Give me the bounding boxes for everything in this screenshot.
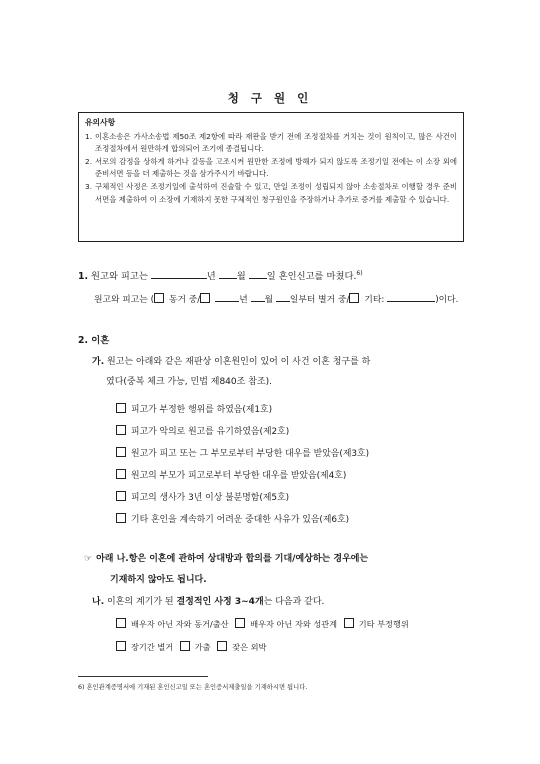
reason-item [116, 487, 369, 509]
notice-item-text: 구체적인 사정은 조정기일에 출석하여 진술할 수 있고, 만일 조정이 성립되지 않아 소송절차로 이행할 경우 준비서면을 제출하여 이 소장에 기재하지 못한 구체적인 청구원인을 주장하거나 추가로 증거를 제출할 수 있습니다. [95, 181, 457, 204]
notice-item-number: 3. [85, 181, 93, 191]
cause-checkbox[interactable] [116, 618, 126, 628]
reason-label: 기타 혼인을 계속하기 어려운 중대한 사유가 있음(제6호) [131, 515, 350, 525]
separation-month-field[interactable] [251, 292, 265, 302]
section-2-paragraph [92, 352, 464, 392]
cause-label: 기타 부정행위 [358, 619, 409, 629]
section-2-heading: 2. 이혼 [78, 335, 110, 346]
page-title: 청 구 원 인 [227, 91, 313, 105]
cause-label: 배우자 아닌 자와 동거/출산 [131, 619, 229, 629]
notice-item-text: 서로의 감정을 상하게 하거나 갈등을 고조시켜 원만한 조정에 방해가 되지 않도록 조정기일 전에는 이 소장 외에 준비서면 등을 더 제출하는 것을 삼가주시기 바랍니다. [95, 156, 457, 179]
section-1-text-a: 원고와 피고는 [90, 271, 148, 282]
notice-box [78, 112, 464, 242]
other-status-field[interactable] [387, 292, 435, 302]
reason-checkbox[interactable] [116, 469, 126, 479]
month-label: 월 [236, 271, 246, 282]
cause-label: 잦은 외박 [232, 642, 267, 652]
reason-item [116, 443, 369, 465]
cause-checkbox[interactable] [344, 618, 354, 628]
footnote: 6) 혼인관계증명서에 기재된 혼인신고일 또는 혼인증서제출일을 기재하시면 됩니다. [78, 684, 308, 691]
note-line-2: 기재하지 않아도 됩니다. [110, 575, 207, 585]
footnote-ref: 6) [356, 269, 363, 277]
marriage-day-field[interactable] [249, 269, 267, 279]
reason-item [116, 465, 369, 487]
causes-row [116, 636, 413, 659]
marriage-month-field[interactable] [219, 269, 237, 279]
section-1-line-2 [94, 292, 458, 305]
cause-checkbox[interactable] [180, 641, 190, 651]
reason-checkbox[interactable] [116, 491, 126, 501]
separated-checkbox[interactable] [200, 293, 210, 303]
nah-text-b: 결정적인 사정 3~4개 [176, 597, 264, 607]
para-line-2: 였다(중복 체크 가능, 민법 제840조 참조). [106, 377, 272, 387]
nah-text-a: 이혼의 계기가 된 [107, 597, 177, 607]
reason-label: 원고의 부모가 피고로부터 부당한 대우를 받았음(제4호) [131, 471, 347, 481]
notice-item [85, 181, 457, 206]
reason-label: 피고가 악의로 원고를 유기하였음(제2호) [131, 427, 290, 437]
reason-checkbox[interactable] [116, 513, 126, 523]
cohabiting-checkbox[interactable] [154, 293, 164, 303]
nah-label: 나. [92, 597, 105, 607]
marriage-year-field[interactable] [151, 269, 207, 279]
reason-checkbox[interactable] [116, 403, 126, 413]
notice-item-text: 이혼소송은 가사소송법 제50조 제2항에 따라 재판을 받기 전에 조정절차를 거치는 것이 원칙이고, 많은 사건이 조정절차에서 원만하게 합의되어 조기에 종결됩니다. [95, 131, 457, 154]
cause-label: 장기간 별거 [131, 642, 174, 652]
footnote-divider [78, 676, 208, 677]
sep-month-label: 월 [264, 295, 274, 305]
causes-row [116, 613, 413, 636]
instruction-note [84, 549, 464, 591]
pointing-hand-icon: ☞ [84, 554, 93, 564]
sep-year-label: 년 [239, 295, 248, 305]
reason-item [116, 509, 369, 531]
cause-label: 배우자 아닌 자와 성관계 [250, 619, 338, 629]
reason-checkbox[interactable] [116, 425, 126, 435]
section-1-text-d: 일 혼인신고를 마쳤다. [266, 271, 357, 282]
reason-label: 피고의 생사가 3년 이상 불분명함(제5호) [131, 493, 290, 503]
notice-heading: 유의사항 [85, 118, 116, 127]
separation-day-field[interactable] [276, 292, 290, 302]
decisive-causes-list [116, 613, 413, 659]
cause-checkbox[interactable] [116, 641, 126, 651]
nah-text-c: 는 다음과 같다. [263, 597, 325, 607]
cause-checkbox[interactable] [217, 641, 227, 651]
cohab-text-f: 기타: [364, 295, 385, 305]
cause-checkbox[interactable] [235, 618, 245, 628]
cohab-text-g: )이다. [435, 295, 459, 305]
section-1-number: 1. [78, 271, 89, 282]
reason-label: 피고가 부정한 행위를 하였음(제1호) [131, 405, 273, 415]
note-line-1: 아래 나.항은 이혼에 관하여 상대방과 합의를 기대/예상하는 경우에는 [96, 554, 369, 564]
reason-item [116, 399, 369, 421]
decisive-cause-line [92, 594, 324, 607]
notice-item [85, 156, 457, 181]
separation-year-field[interactable] [215, 292, 239, 302]
reason-item [116, 421, 369, 443]
notice-item-number: 1. [85, 131, 93, 141]
notice-item [85, 131, 457, 156]
cause-label: 가출 [194, 642, 211, 652]
reason-label: 원고가 피고 또는 그 부모로부터 부당한 대우를 받았음(제3호) [131, 449, 370, 459]
para-line-1: 원고는 아래와 같은 재판상 이혼원인이 있어 이 사건 이혼 청구를 하 [107, 357, 371, 367]
divorce-reasons-list [116, 399, 369, 531]
cohab-text-b: 동거 중/ [169, 295, 201, 305]
notice-item-number: 2. [85, 156, 93, 166]
reason-checkbox[interactable] [116, 447, 126, 457]
para-label: 가. [92, 357, 105, 367]
cohab-text-e: 일부터 별거 중/ [289, 295, 350, 305]
year-label: 년 [206, 271, 216, 282]
other-status-checkbox[interactable] [349, 293, 359, 303]
section-1-line-1 [78, 268, 363, 282]
cohab-text-a: 원고와 피고는 ( [94, 295, 155, 305]
